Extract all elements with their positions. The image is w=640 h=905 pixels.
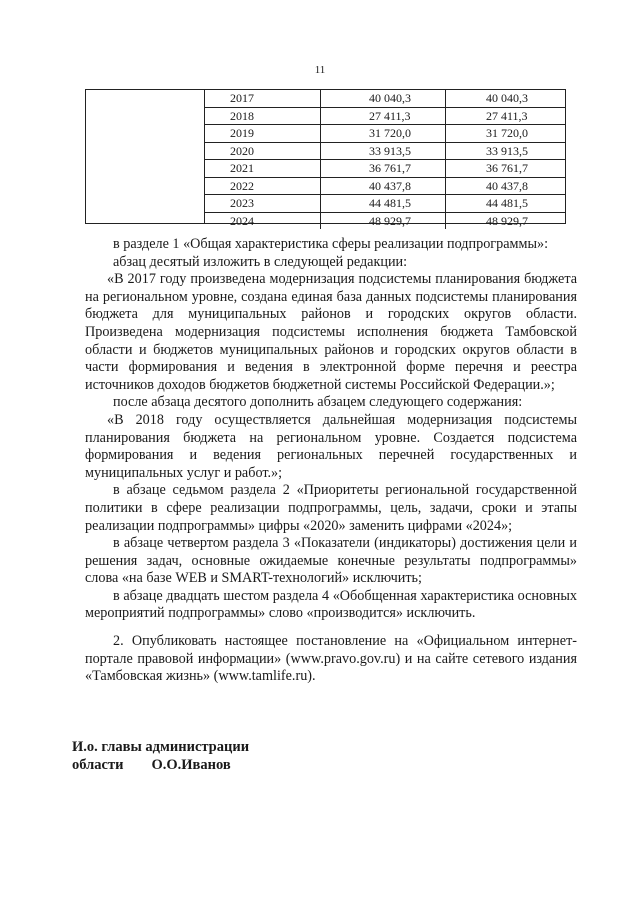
value-cell: 33 913,5 [445,143,565,160]
paragraph: в абзаце четвертом раздела 3 «Показатели (индикаторы) достижения цели и решения задач, основные ожидаемые конечные результаты подпрограммы» слова «на базе WEB и SMART-технологий» исключить; [85,535,577,587]
body-text [85,236,577,686]
year-cell: 2020 [230,143,254,158]
table-row [204,125,565,143]
value-cell: 40 040,3 [445,90,565,107]
paragraph: 2. Опубликовать настоящее постановление на «Официальном интернет-портале правовой информации» (www.pravo.gov.ru) и на сайте сетевого издания «Тамбовская жизнь» (www.tamlife.ru). [85,633,577,685]
table-row [204,178,565,196]
page-number: 11 [314,64,326,76]
paragraph: абзац десятый изложить в следующей редакции: [113,253,408,270]
paragraph: в абзаце двадцать шестом раздела 4 «Обобщенная характеристика основных мероприятий подпрограммы» слово «производится» исключить. [85,587,577,622]
table-grid [204,90,565,229]
value-cell: 27 411,3 [445,108,565,125]
signature-block [72,738,249,774]
paragraph: «В 2018 году осуществляется дальнейшая модернизация подсистемы планирования бюджета на региональном уровне. Создается подсистема формирования и ведения региональных перечней государственных и муниципальных услуг и работ.»; [85,411,577,481]
value-cell: 40 040,3 [320,90,445,107]
table-row [204,143,565,161]
paragraph: после абзаца десятого дополнить абзацем следующего содержания: [113,394,523,411]
paragraph: «В 2017 году произведена модернизация подсистемы планирования бюджета на региональном уровне, создана единая база данных подсистемы планирования бюджета для муниципальных районов и городских округов области. Произведена модернизация подсистемы исполнения бюджета Тамбовской области и бюджетов муниципальных районов и городских округов области в части формирования и ведения в электронной форме перечня и реестра источников доходов бюджетов бюджетной системы Российской Федерации.»; [85,271,577,393]
year-cell: 2022 [230,178,254,193]
value-cell: 36 761,7 [445,160,565,177]
data-table [85,89,566,228]
signature-name: О.О.Иванов [151,757,231,773]
paragraph: в разделе 1 «Общая характеристика сферы реализации подпрограммы»: [113,236,549,252]
table-row [204,90,565,108]
table-row [204,213,565,230]
signature-line [72,756,249,774]
year-cell: 2023 [230,196,254,210]
value-cell: 31 720,0 [445,125,565,142]
year-cell: 2017 [230,91,254,105]
table-row [204,160,565,178]
value-cell: 40 437,8 [445,178,565,195]
year-cell: 2021 [230,161,254,175]
value-cell: 31 720,0 [320,125,445,142]
value-cell: 33 913,5 [320,143,445,160]
year-cell: 2024 [230,213,254,228]
signature-region: области [72,757,124,773]
value-cell: 27 411,3 [320,108,445,125]
table-row [204,108,565,126]
paragraph: в абзаце седьмом раздела 2 «Приоритеты региональной государственной политики в сфере реализации подпрограммы, цель, задачи, сроки и этапы реализации подпрограммы» цифры «2020» заменить цифрами «2024»; [85,482,577,534]
year-cell: 2019 [230,126,254,140]
value-cell: 48 929,7 [320,213,445,230]
value-cell: 36 761,7 [320,160,445,177]
value-cell: 40 437,8 [320,178,445,195]
value-cell: 48 929,7 [445,213,565,230]
signature-title: И.о. главы администрации [72,739,250,755]
value-cell: 44 481,5 [445,195,565,212]
value-cell: 44 481,5 [320,195,445,212]
year-cell: 2018 [230,108,254,123]
table-row [204,195,565,213]
table-empty-cell [86,90,205,223]
